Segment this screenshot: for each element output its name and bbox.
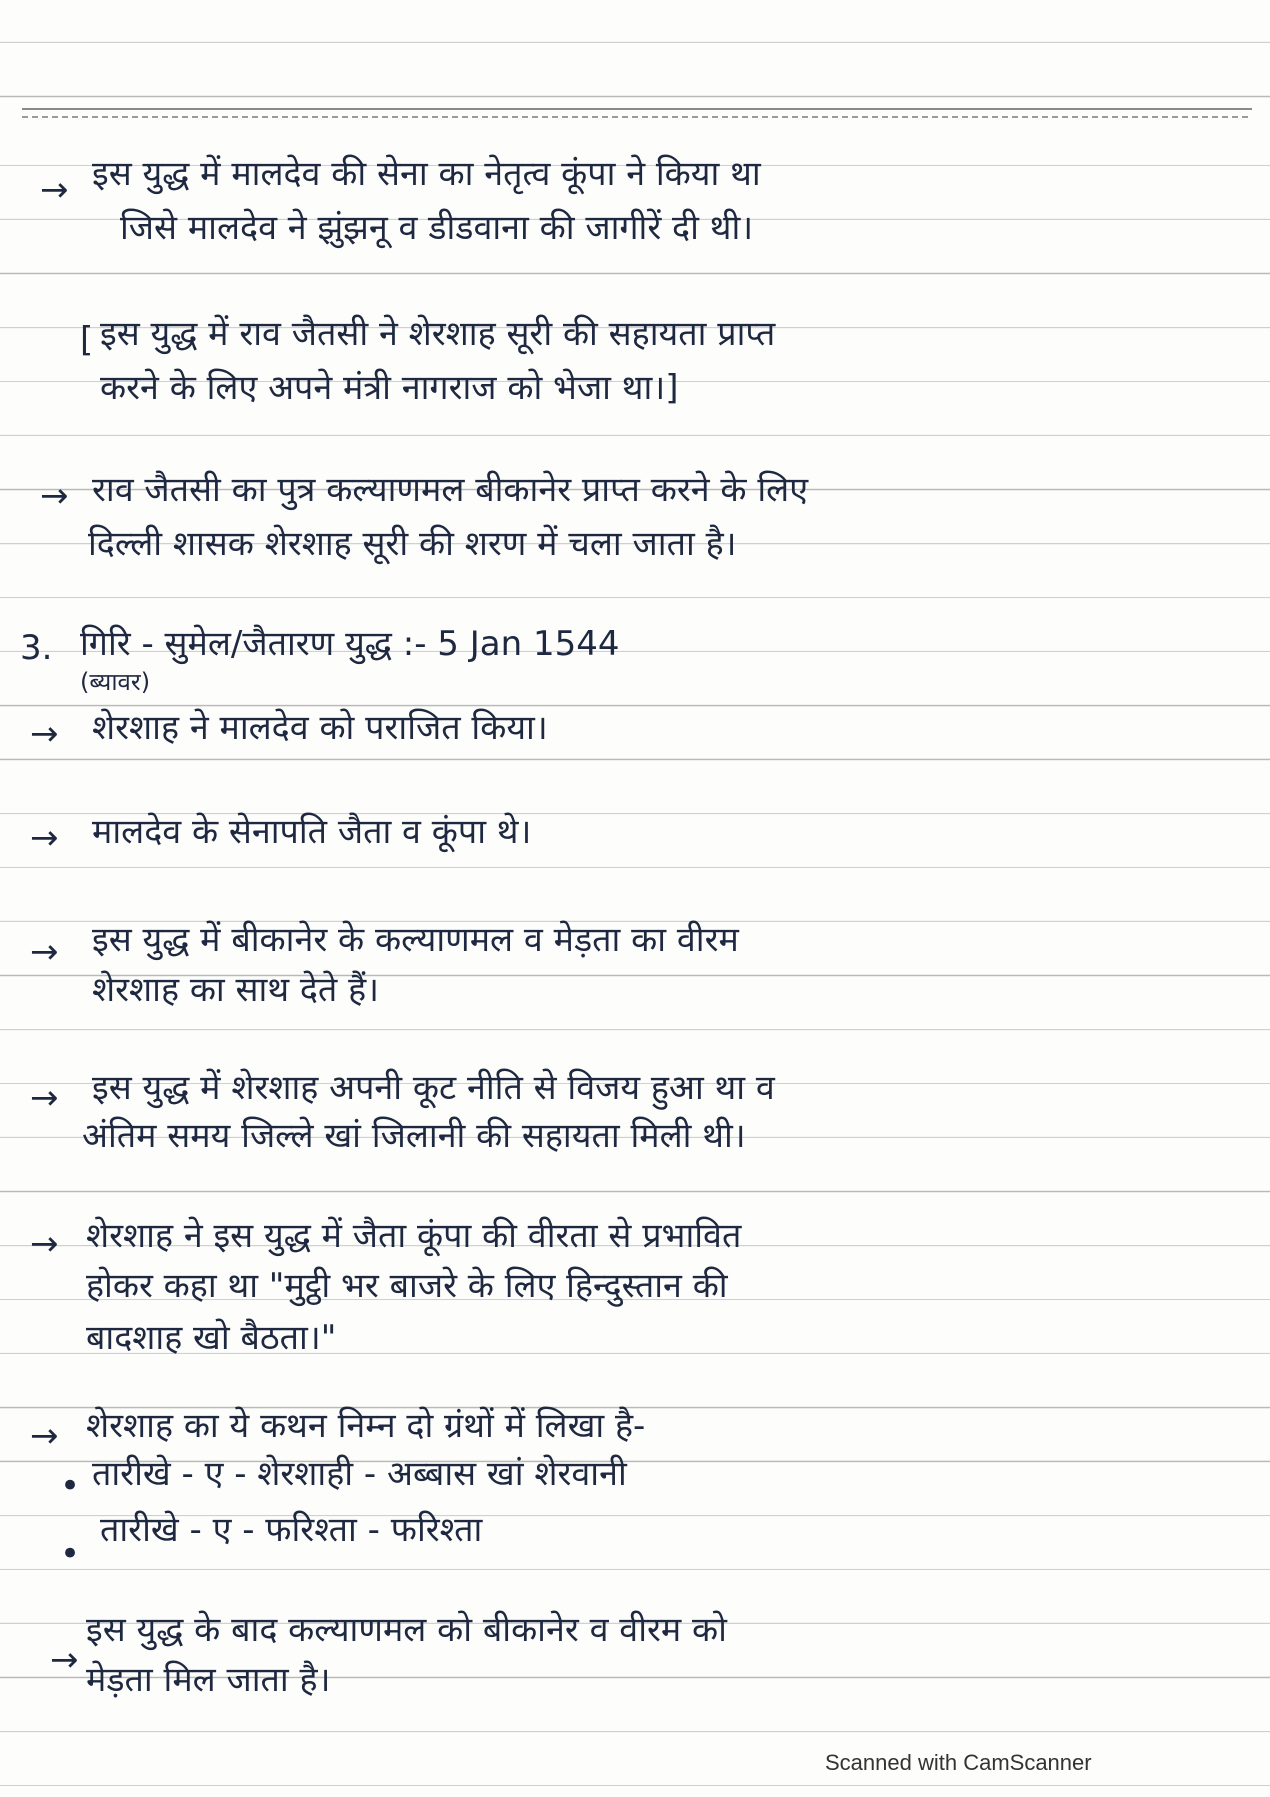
dot-bullet-icon: • (60, 1534, 81, 1574)
bracket-open: [ (80, 320, 94, 360)
note-line: तारीखे - ए - शेरशाही - अब्बास खां शेरवानी (92, 1454, 627, 1494)
scanner-watermark: Scanned with CamScanner (825, 1750, 1092, 1775)
note-line: इस युद्ध के बाद कल्याणमल को बीकानेर व वीरम को (86, 1610, 727, 1650)
note-line: दिल्ली शासक शेरशाह सूरी की शरण में चला जाता है। (88, 524, 737, 564)
note-line: शेरशाह का साथ देते हैं। (92, 970, 380, 1010)
page-top-border (22, 108, 1252, 122)
note-line: अंतिम समय जिल्ले खां जिलानी की सहायता मिली थी। (82, 1116, 746, 1156)
section-heading: गिरि - सुमेल/जैतारण युद्ध :- 5 Jan 1544 (80, 624, 620, 664)
note-line: राव जैतसी का पुत्र कल्याणमल बीकानेर प्राप्त करने के लिए (92, 470, 808, 510)
arrow-bullet-icon: → (30, 714, 59, 754)
arrow-bullet-icon: → (40, 170, 69, 210)
note-line: बादशाह खो बैठता।" (86, 1318, 337, 1358)
arrow-bullet-icon: → (30, 818, 59, 858)
note-line: होकर कहा था "मुट्ठी भर बाजरे के लिए हिन्दुस्तान की (86, 1266, 728, 1306)
arrow-bullet-icon: → (30, 1224, 59, 1264)
note-line: इस युद्ध में बीकानेर के कल्याणमल व मेड़ता का वीरम (92, 920, 739, 960)
note-line: मालदेव के सेनापति जैता व कूंपा थे। (92, 812, 532, 852)
arrow-bullet-icon: → (30, 1416, 59, 1456)
note-line: तारीखे - ए - फरिश्ता - फरिश्ता (100, 1510, 483, 1550)
note-line: इस युद्ध में राव जैतसी ने शेरशाह सूरी की सहायता प्राप्त (100, 314, 776, 354)
note-line: शेरशाह ने मालदेव को पराजित किया। (92, 708, 548, 748)
arrow-bullet-icon: → (30, 1078, 59, 1118)
note-line: शेरशाह ने इस युद्ध में जैता कूंपा की वीरता से प्रभावित (86, 1216, 742, 1256)
note-line: मेड़ता मिल जाता है। (86, 1660, 331, 1700)
note-line: शेरशाह का ये कथन निम्न दो ग्रंथों में लिखा है- (86, 1406, 646, 1446)
section-subtitle: (ब्यावर) (80, 668, 151, 696)
note-line: इस युद्ध में शेरशाह अपनी कूट नीति से विजय हुआ था व (92, 1068, 775, 1108)
note-line: करने के लिए अपने मंत्री नागराज को भेजा था।] (100, 368, 679, 408)
arrow-bullet-icon: → (50, 1640, 79, 1680)
dot-bullet-icon: • (60, 1466, 81, 1506)
arrow-bullet-icon: → (30, 932, 59, 972)
arrow-bullet-icon: → (40, 476, 69, 516)
section-number: 3. (20, 628, 53, 668)
note-line: जिसे मालदेव ने झुंझनू व डीडवाना की जागीरें दी थी। (120, 208, 754, 248)
note-line: इस युद्ध में मालदेव की सेना का नेतृत्व कूंपा ने किया था (92, 154, 761, 194)
